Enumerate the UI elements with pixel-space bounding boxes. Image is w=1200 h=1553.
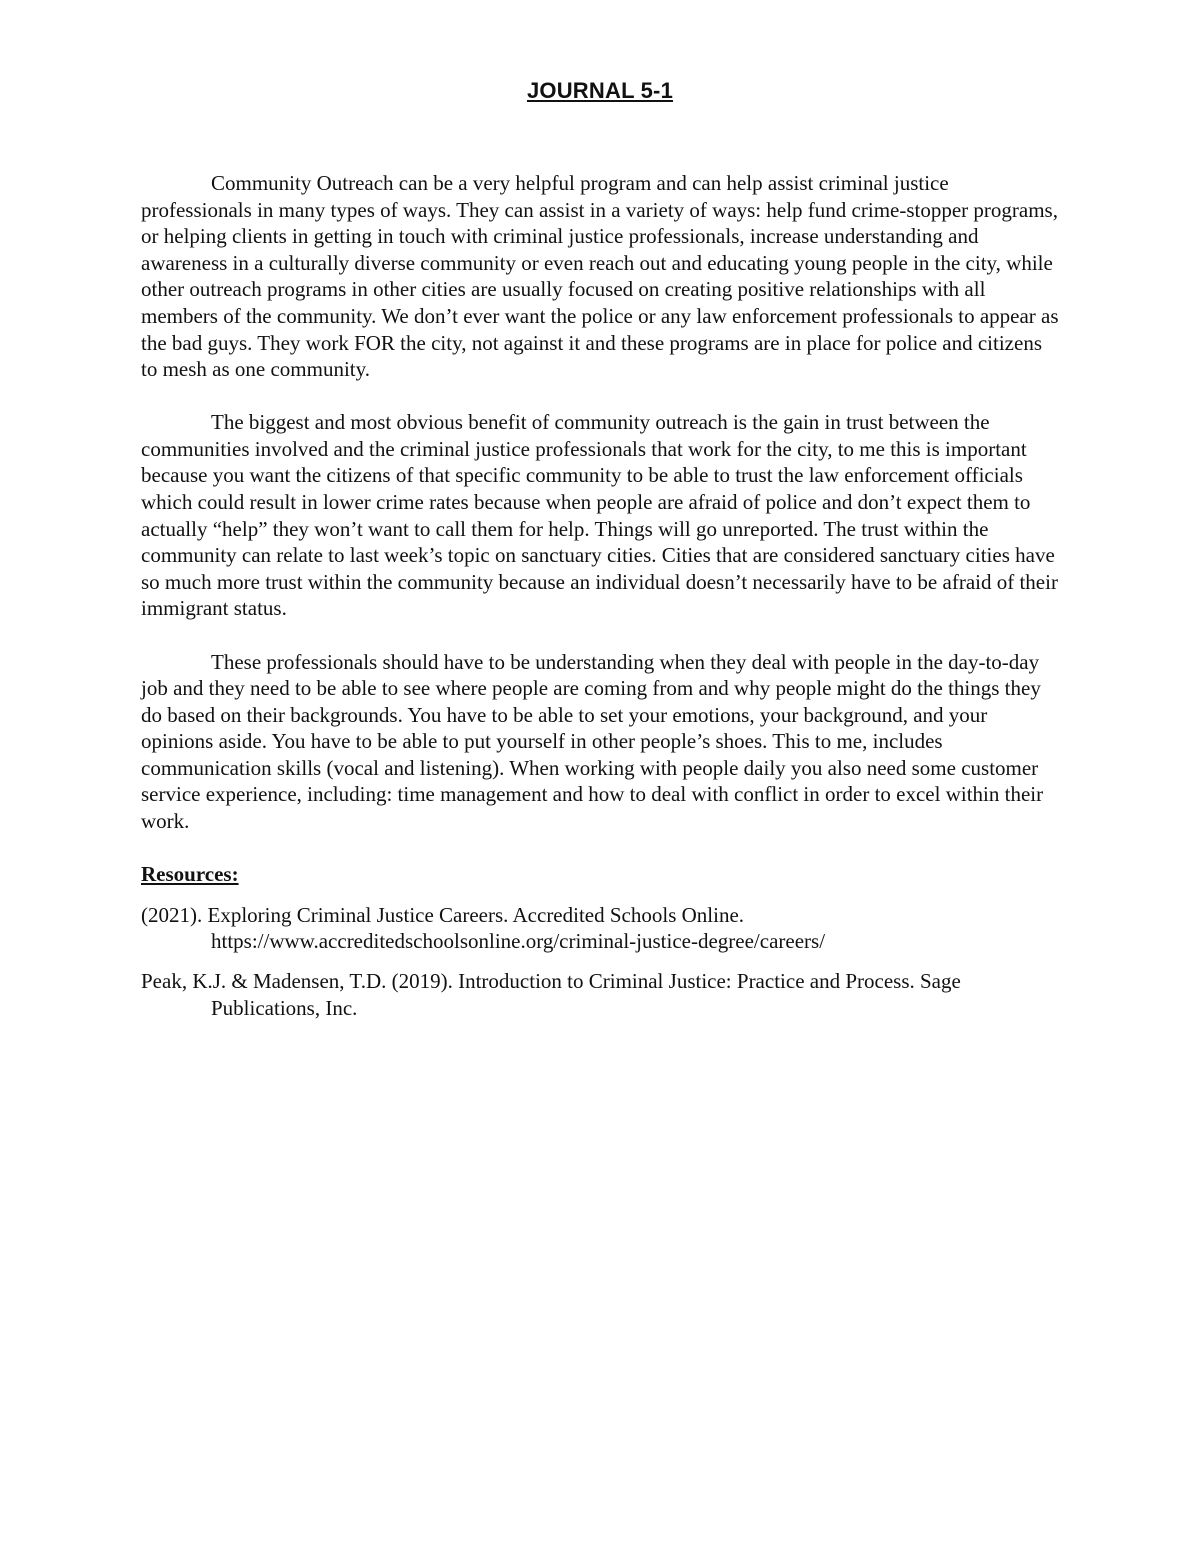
paragraph-2: The biggest and most obvious benefit of community outreach is the gain in trust between the communities involved and the criminal justice professionals that work for the city, to me this is important because you want the citizens of that specific community to be able to trust the law enforcement officials which could result in lower crime rates because when people are afraid of police and don’t expect them to actually “help” they won’t want to call them for help. Things will go unreported. The trust within the community can relate to last week’s topic on sanctuary cities. Cities that are considered sanctuary cities have so much more trust within the community because an individual doesn’t necessarily have to be afraid of their immigrant status. [141,410,1058,621]
paragraph-3: These professionals should have to be understanding when they deal with people in the day-to-day job and they need to be able to see where people are coming from and why people might do the things they do based on their backgrounds. You have to be able to set your emotions, your background, and your opinions aside. You have to be able to put yourself in other people’s shoes. This to me, includes communication skills (vocal and listening). When working with people daily you also need some customer service experience, including: time management and how to deal with conflict in order to excel within their work. [141,649,1044,834]
reference-1: (2021). Exploring Criminal Justice Careers. Accredited Schools Online. https://www.accreditedschoolsonline.org/criminal-justice-degree/careers/ [141,902,826,954]
document-title: JOURNAL 5-1 [526,78,674,103]
resources-heading: Resources: [141,862,239,887]
reference-2: Peak, K.J. & Madensen, T.D. (2019). Introduction to Criminal Justice: Practice and Process. Sage Publications, Inc. [141,968,961,1020]
document-body [141,170,1059,1034]
paragraph-1: Community Outreach can be a very helpful program and can help assist criminal justice professionals in many types of ways. They can assist in a variety of ways: help fund crime-stopper programs, or helping clients in getting in touch with criminal justice professionals, increase understanding and awareness in a culturally diverse community or even reach out and educating young people in the city, while other outreach programs in other cities are usually focused on creating positive relationships with all members of the community. We don’t ever want the police or any law enforcement professionals to appear as the bad guys. They work FOR the city, not against it and these programs are in place for police and citizens to mesh as one community. [141,171,1059,382]
